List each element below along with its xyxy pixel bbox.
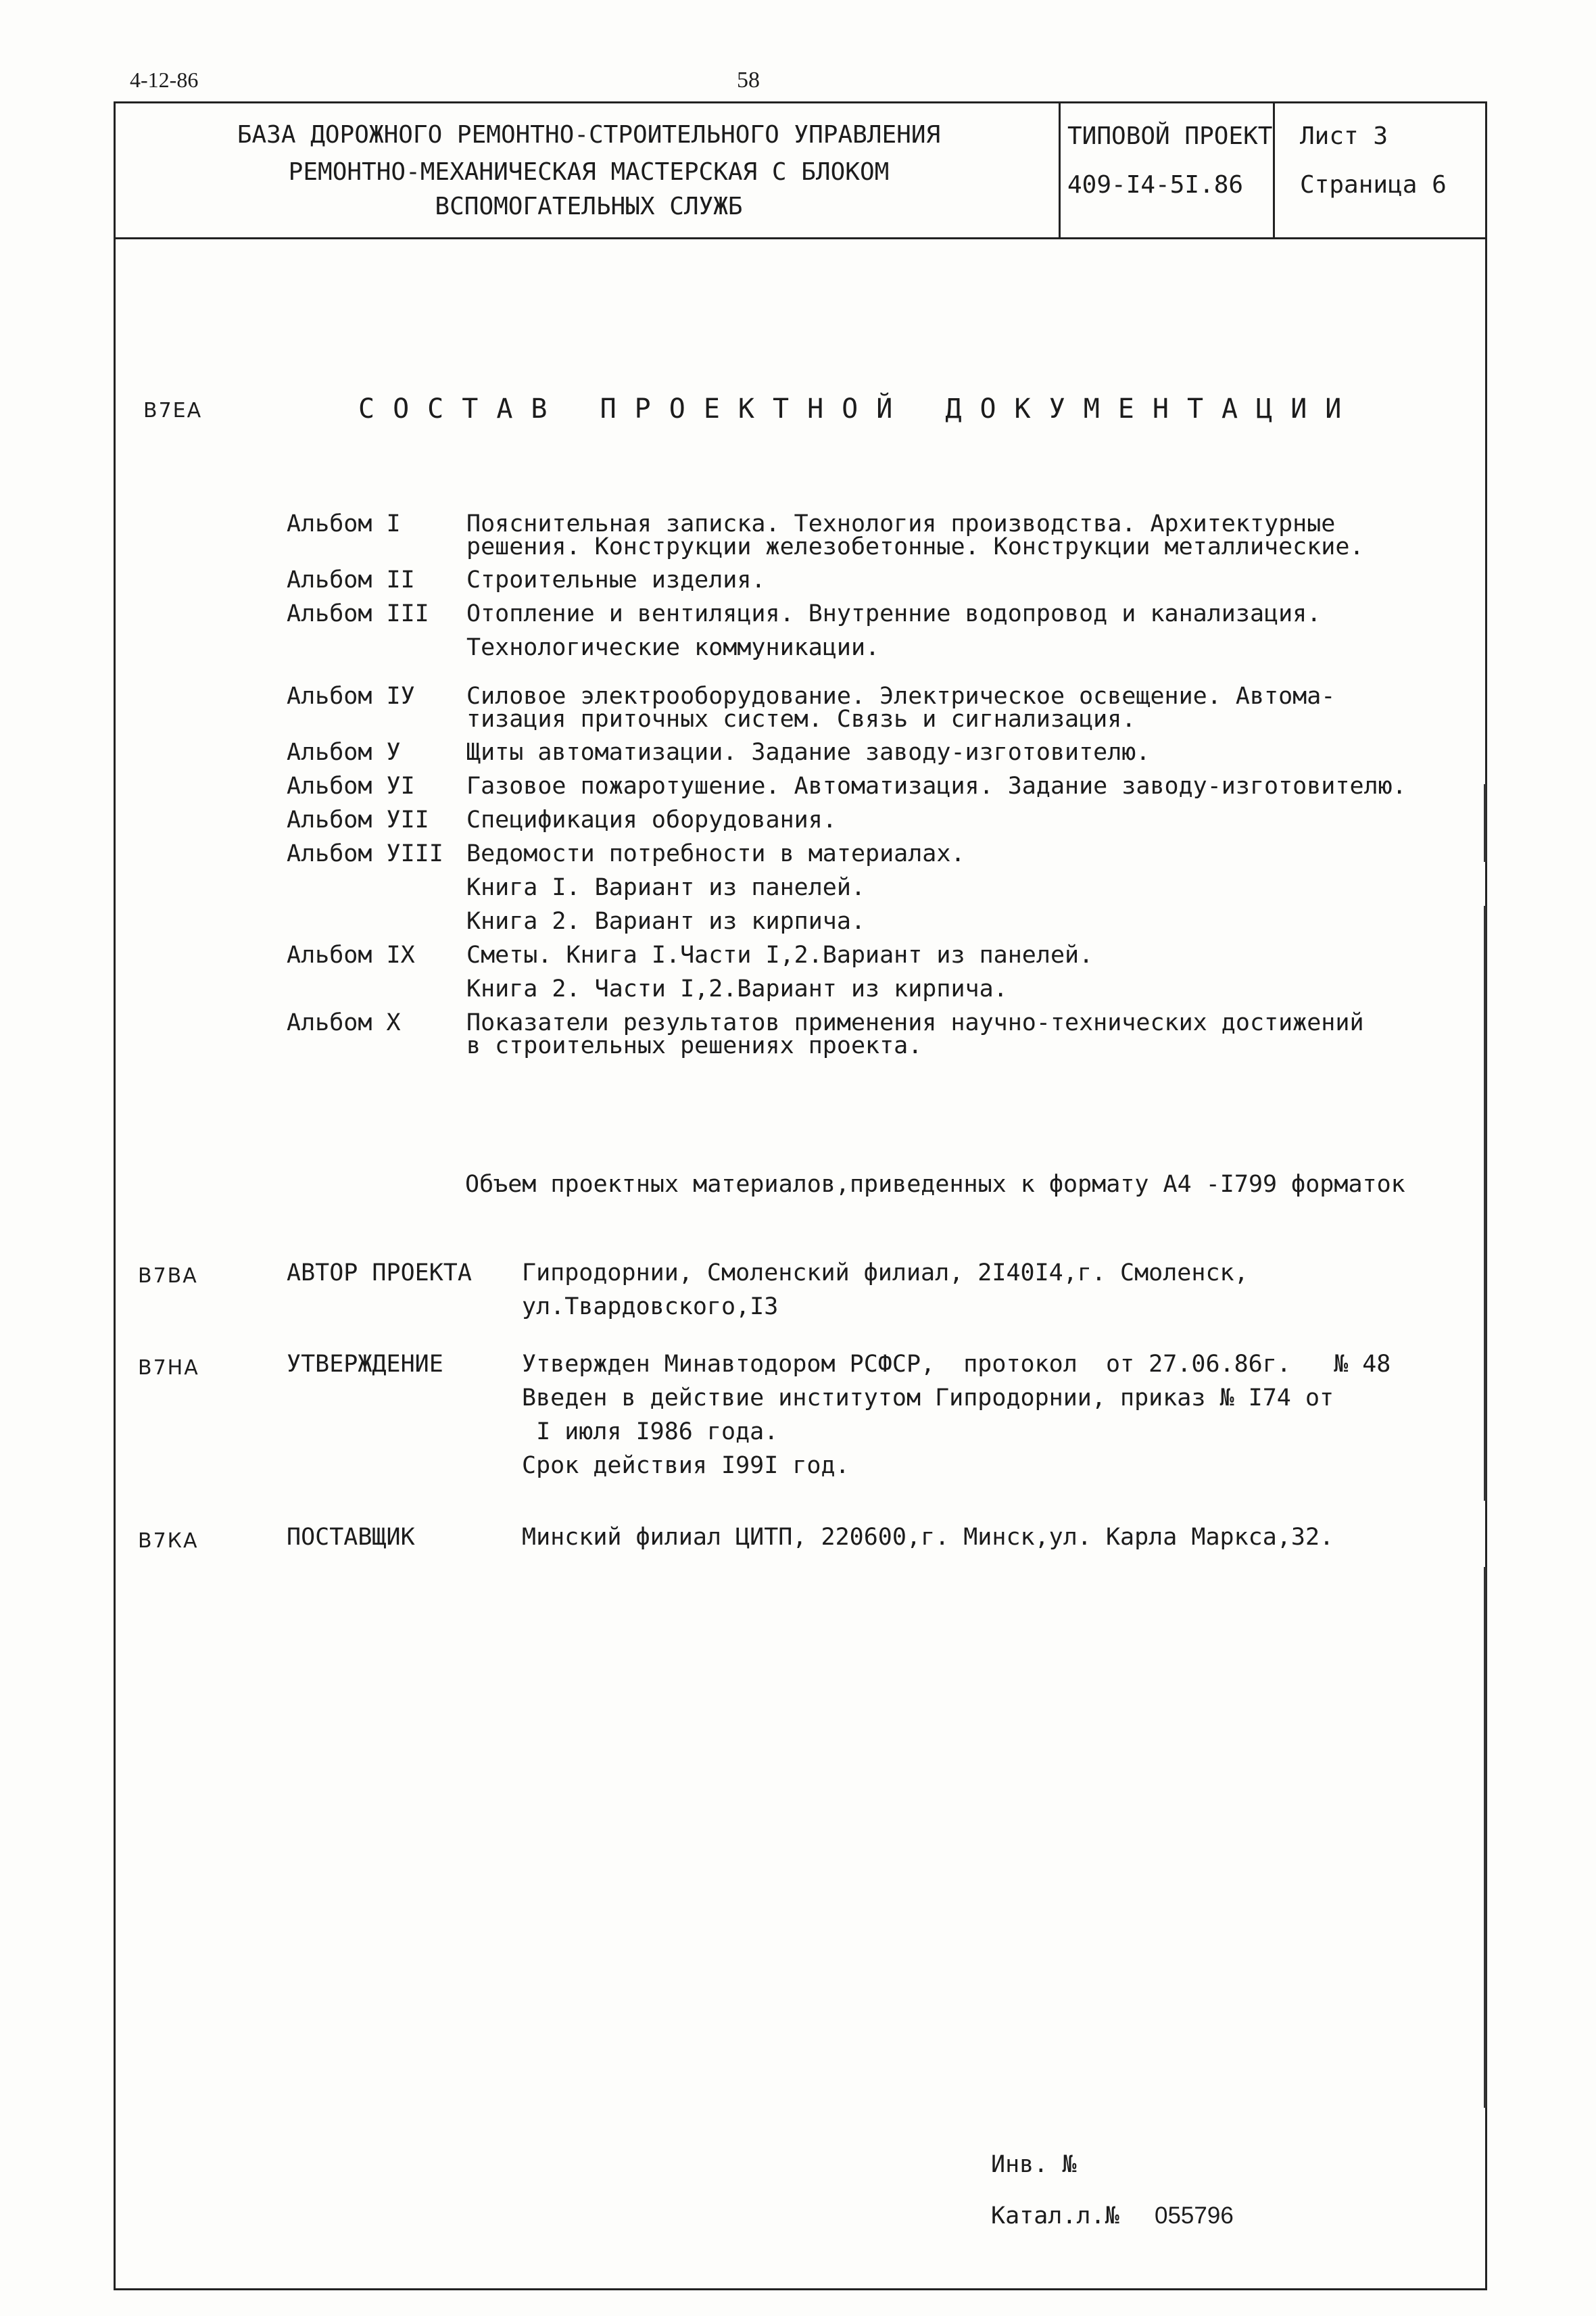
album-description: в строительных решениях проекта. xyxy=(466,1032,923,1059)
supplier-text: Минский филиал ЦИТП, 220600,г. Минск,ул. Карла Маркса,32. xyxy=(522,1524,1334,1551)
album-description: Книга 2. Части I,2.Вариант из кирпича. xyxy=(466,975,1008,1003)
album-description: Книга 2. Вариант из кирпича. xyxy=(466,908,866,935)
album-label: Альбом УI xyxy=(287,773,415,800)
supplier-code: В7КА xyxy=(138,1529,199,1553)
document-code: 4-12-86 xyxy=(130,68,199,92)
album-label: Альбом УIII xyxy=(287,840,443,867)
header-title-line: БАЗА ДОРОЖНОГО РЕМОНТНО-СТРОИТЕЛЬНОГО УПРАВЛЕНИЯ xyxy=(237,121,941,149)
album-description: Книга I. Вариант из панелей. xyxy=(466,874,866,901)
album-label: Альбом III xyxy=(287,600,429,627)
approval-code: В7НА xyxy=(138,1356,199,1380)
section-heading: СОСТАВ ПРОЕКТНОЙ ДОКУМЕНТАЦИИ xyxy=(358,393,1360,425)
album-description: Технологические коммуникации. xyxy=(466,634,880,661)
album-description: Пояснительная записка. Технология производства. Архитектурные xyxy=(466,510,1336,537)
approval-label: УТВЕРЖДЕНИЕ xyxy=(287,1351,443,1378)
sheet-number: Лист 3 xyxy=(1300,122,1388,150)
author-code: В7ВА xyxy=(138,1264,198,1288)
author-text: Гипродорнии, Смоленский филиал, 2I40I4,г. Смоленск, xyxy=(522,1259,1249,1286)
page-number: 58 xyxy=(737,68,760,93)
album-description: Газовое пожаротушение. Автоматизация. Задание заводу-изготовителю. xyxy=(466,773,1407,800)
project-label: ТИПОВОЙ ПРОЕКТ xyxy=(1067,122,1273,150)
album-label: Альбом У xyxy=(287,739,401,766)
album-description: Показатели результатов применения научно-технических достижений xyxy=(466,1009,1364,1036)
album-description: решения. Конструкции железобетонные. Конструкции металлические. xyxy=(466,533,1364,560)
margin-line xyxy=(1484,784,1486,862)
album-description: Строительные изделия. xyxy=(466,566,766,594)
author-label: АВТОР ПРОЕКТА xyxy=(287,1259,472,1286)
catalog-label: Катал.л.№ xyxy=(991,2202,1119,2229)
album-label: Альбом УII xyxy=(287,806,429,834)
approval-text: Срок действия I99I год. xyxy=(522,1452,850,1479)
inventory-label: Инв. № xyxy=(991,2151,1077,2178)
album-description: Сметы. Книга I.Части I,2.Вариант из панелей. xyxy=(466,942,1094,969)
album-description: Силовое электрооборудование. Электрическое освещение. Автома- xyxy=(466,683,1336,710)
project-number: 409-I4-5I.86 xyxy=(1067,171,1244,199)
approval-text: I июля I986 года. xyxy=(522,1418,779,1445)
volume-note: Объем проектных материалов,приведенных к формату А4 -I799 форматок xyxy=(465,1171,1405,1198)
album-label: Альбом X xyxy=(287,1009,401,1036)
header-divider xyxy=(1273,103,1275,237)
album-description: Щиты автоматизации. Задание заводу-изготовителю. xyxy=(466,739,1151,766)
margin-line xyxy=(1484,1567,1486,2108)
supplier-label: ПОСТАВЩИК xyxy=(287,1524,415,1551)
page-label: Страница 6 xyxy=(1300,171,1447,199)
catalog-number: 055796 xyxy=(1155,2202,1234,2229)
approval-text: Утвержден Минавтодором РСФСР, протокол от 27.06.86г. № 48 xyxy=(522,1351,1391,1378)
album-description: Ведомости потребности в материалах. xyxy=(466,840,965,867)
album-description: Отопление и вентиляция. Внутренние водопровод и канализация. xyxy=(466,600,1322,627)
approval-text: Введен в действие институтом Гипродорнии, приказ № I74 от xyxy=(522,1384,1334,1412)
section-code: В7ЕА xyxy=(143,399,203,423)
header-title-line: ВСПОМОГАТЕЛЬНЫХ СЛУЖБ xyxy=(435,193,743,220)
album-description: тизация приточных систем. Связь и сигнализация. xyxy=(466,706,1136,733)
album-label: Альбом II xyxy=(287,566,415,594)
margin-line xyxy=(1484,906,1486,1501)
album-label: Альбом IX xyxy=(287,942,415,969)
album-label: Альбом I xyxy=(287,510,401,537)
album-label: Альбом IУ xyxy=(287,683,415,710)
header-title-line: РЕМОНТНО-МЕХАНИЧЕСКАЯ МАСТЕРСКАЯ С БЛОКОМ xyxy=(288,158,890,186)
album-description: Спецификация оборудования. xyxy=(466,806,837,834)
header-separator xyxy=(116,237,1485,239)
author-text: ул.Твардовского,I3 xyxy=(522,1293,779,1320)
